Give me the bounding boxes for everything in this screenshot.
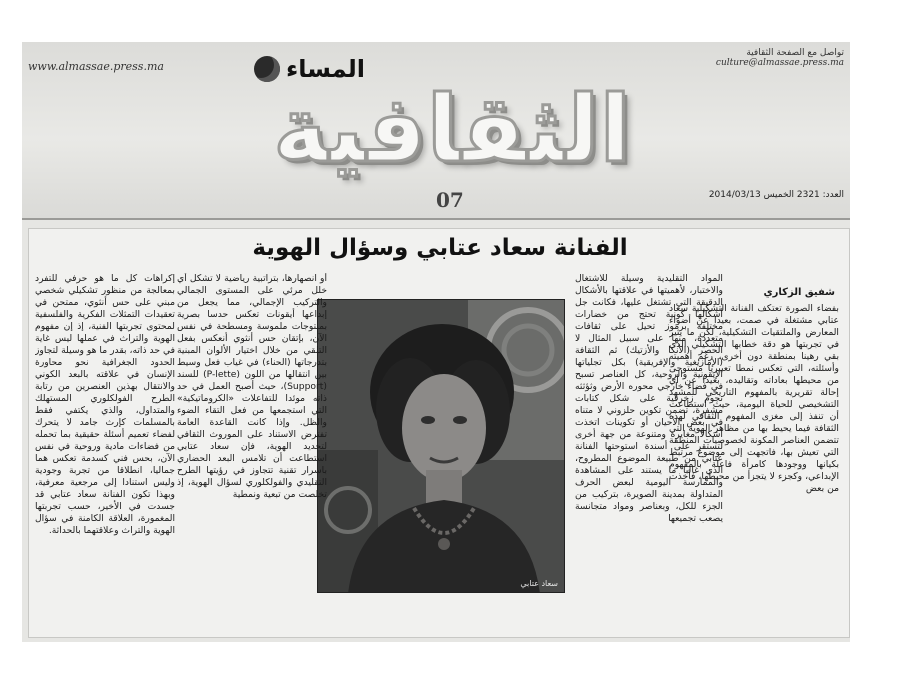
artist-photo [317,299,565,593]
article-column-1: بفضاء الصورة تعتكف الفنانة التشكيلية سعاد عتابي مشتغلة في صمت، بعيدا عن أضواء المعارض والملتقيات التشكيلية، لكن ما يثير في تجربتها هو دقة خطابها التشكيلي الذي بقي رهينا بمنطقة دون أخرى، رغم أهميته وأسئلته، التي تعكس نمطا تعبيريا مستوحى من محيطها بعاداته وتقاليده، بعيدا عن أي إحالة تقريرية بالمفهوم التاريخي للمشهد التشخيصي للحياة اليومية، حيث استطاعت أن تنفذ إلى مغزى المفهوم الثقافي لهذه الثقافة فيما يحيط بها من مظاهر الهوية التي تتضمن العناصر المكونة لخصوصيات المنطقة التي تعيش بها، فاتجهت إلى موضوع مرتبط بكيانها ووجودها كامرأة فاعلة بالمفهوم الإبداعي، وكجزء لا يتجزأ من محيطها، فأخذت من بعض [669,303,839,494]
section-title: الثقافية [273,76,631,183]
contact-label: تواصل مع الصفحة الثقافية [746,48,844,58]
website-url: www.almassae.press.ma [28,60,164,73]
page-number: 07 [436,188,464,212]
article [28,228,850,638]
photo-caption: سعاد عتابي [520,579,558,588]
section-header [22,42,850,220]
article-column-2: المواد التقليدية وسيلة للاشتغال والاختبار، لأهميتها في علاقتها بالأشكال الدقيقة التي تشتغل عليها، فكانت جل أشكالها كونية تحتج من خضارات مختلفة برموز تحيل على ثقافات متعددة، منها على سبيل المثال لا الحصر (الأنكا والأزتيك) ثم الثقافة (الإمازيغية والإفريقية) بكل تجلياتها الإيقونية والروحية، كل العناصر تسبح في فضاء خارجي محوره الأرض وثؤثثه نجوم زخرفية على شكل كتابات مشفرة، تضمن تكوين حلزوني لا متناه في بعض الأحيان أو تكوينات اتخذت أشكالا مغايرة ومتنوعة من جهة أخرى لتستقر على أسندة استوحتها الفنانة عتابي من طبيعة الموضوع المطروح، الذي غالبا ما يستند على المشاهدة والممارسة اليومية لبعض الحرف المتداولة بمدينة الصويرة، بتركيب من الجزء للكل، وبعناصر ومواد متجانسة يصعب تجميعها [575,273,723,524]
article-byline: شفيق الزكاري [763,287,835,298]
contact-block [704,48,844,68]
logo-text: المساء [286,55,366,83]
issue-info: العدد: 2321 الخميس 2014/03/13 [708,190,844,200]
newspaper-page [22,42,850,642]
artist-portrait-image [318,300,565,593]
article-headline: الفنانة سعاد عتابي وسؤال الهوية [252,235,628,261]
article-column-4: إكراهات كل ما هو حرفي للتفرد بمعالجة من منظور تشكيلي شخصي مبني على حس أنثوي، ممتحن في تعقيدات التمثلات الفكرية والفلسفية لمحتوى تجربتها الفنية، إذ إن مفهوم الهوية والتراث في عملها ليس غاية في حد ذاته، بقدر ما هو وسيلة لتجاوز الحدود الجغرافية نحو محاورة الإنسان في علاقته بالبعد الكوني والانتقال بهذين العنصرين من رتابة الطرح الفولكلوري المستهلك والمتداول، والذي يكتفي فقط بالمسلمات كإرث جامد لا يتحرك لفضاء تعميم أسئلة حقيقية بما تحمله من فضاءات مادية وروحية في نفس الآن، بحس فني كسدمة تعكس هما جماليا، انطلاقا من تجربة وجودية وليس استنادا إلى مرجعية معرفية، وبهذا تكون الفنانة سعاد عتابي قد جسدت في الأخير، حسب تجربتها المغمورة، العلاقة الكامنة في سؤال الهوية والتراث وعلاقتهما بالحداثة. [35,273,175,536]
contact-email: culture@almassae.press.ma [715,58,844,68]
article-column-3: أو انصهارها، بتراتبية رياضية لا تشكل أي خلل مرئي على المستوى الجمالي والتركيب الإجمالي، مما يجعل من إبداعها أيقونات تعكس حدسا بصرية بمنتوجات ملموسة ومسطحة في نفس الآن، بإتقان حس أنثوي أنعكس بفعل التلقي من خلال اختيار الألوان المبنية بتدرجاتها (الحناء) في غياب فعل وسيط بين انتقالها من اللون (P-lette) للسند (Support)، حيث أصبح العمل في حد ذاته موئدا للتفاعلات «الكروماتيكية» التي استجمعها من فعل التقاء الضوء والظل. وإذا كانت القاعدة العامة تفترض الاستناد على الموروث الثقافي لتحديد الهوية، فإن سعاد عتابي استطاعت أن تلامس البعد الحضاري باسرار تقنية تتجاوز في رؤيتها الطرح التقليدي والفولكلوري لسؤال الهوية، إذ تخلصت من تبعية ونمطية [177,273,327,500]
